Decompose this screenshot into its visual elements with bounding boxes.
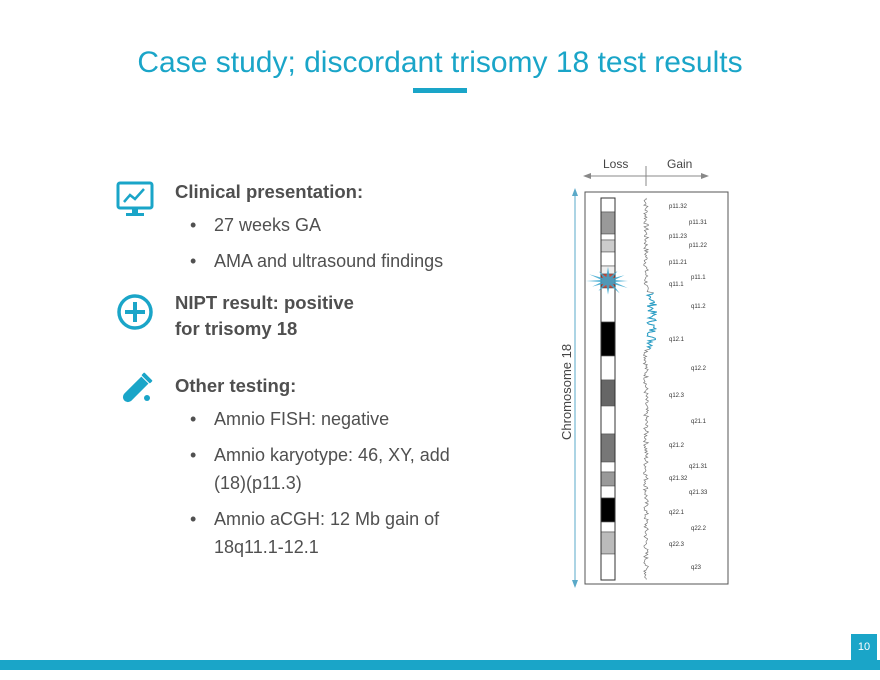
band-label: p11.23 — [669, 234, 687, 240]
band-label: p11.21 — [669, 260, 687, 266]
footer-bar — [0, 660, 880, 670]
bullet-text: Amnio FISH: negative — [214, 409, 390, 429]
band-label: p11.1 — [691, 275, 706, 281]
gain-arrow-icon — [701, 173, 709, 179]
band-label: q21.33 — [689, 490, 708, 496]
list-item — [190, 211, 443, 239]
band-label: p11.22 — [689, 243, 707, 249]
list-item — [190, 247, 443, 275]
chromosome-axis-label: Chromosome 18 — [559, 343, 574, 440]
list-item — [190, 441, 490, 497]
ideogram-band — [601, 522, 615, 532]
bullet-text-continued: (18)(p11.3) — [214, 473, 302, 493]
ideogram-band — [601, 240, 615, 252]
list-item — [190, 405, 490, 433]
band-label: q12.1 — [669, 337, 685, 343]
ideogram-band — [601, 234, 615, 240]
band-label: q11.1 — [669, 282, 684, 288]
ideogram-band — [601, 252, 615, 266]
test-tube-icon — [115, 370, 155, 410]
ideogram-band — [601, 532, 615, 554]
band-label: q11.2 — [691, 304, 706, 310]
page-number: 10 — [851, 634, 877, 660]
band-label: p11.32 — [669, 204, 687, 210]
bullet-text: Amnio karyotype: 46, XY, add — [214, 445, 450, 465]
clinical-heading: Clinical presentation: — [175, 181, 364, 202]
nipt-heading — [175, 290, 354, 342]
band-label: q21.1 — [691, 419, 707, 425]
ideogram-band — [601, 554, 615, 580]
band-label: q12.2 — [691, 366, 707, 372]
band-label: q21.31 — [689, 464, 708, 470]
ideogram-band — [601, 380, 615, 406]
band-label: q22.3 — [669, 542, 685, 548]
ideogram-band — [601, 406, 615, 434]
clinical-bullet-list — [190, 211, 443, 283]
ideogram-band — [601, 434, 615, 462]
ideogram-band — [601, 198, 615, 212]
gain-label: Gain — [667, 157, 693, 171]
bullet-text: 27 weeks GA — [214, 215, 322, 235]
chromosome-plot — [555, 150, 735, 590]
nipt-heading-line1: NIPT result: positive — [175, 292, 354, 313]
up-arrow-icon — [572, 188, 578, 196]
ideogram-band — [601, 356, 615, 380]
band-label: q21.2 — [669, 443, 685, 449]
ideogram-band — [601, 322, 615, 356]
list-item — [190, 505, 490, 561]
other-testing-heading: Other testing: — [175, 375, 297, 396]
plus-circle-icon — [115, 292, 155, 332]
ideogram-band — [601, 486, 615, 498]
band-label: p11.31 — [689, 220, 707, 226]
ideogram-band — [601, 498, 615, 522]
monitor-chart-icon — [115, 180, 155, 220]
acgh-gain-trace — [647, 293, 657, 349]
title-underline — [413, 88, 467, 93]
acgh-signal-trace — [644, 198, 657, 580]
loss-label: Loss — [603, 157, 629, 171]
band-label: q22.2 — [691, 526, 707, 532]
nipt-heading-line2: for trisomy 18 — [175, 318, 298, 339]
ideogram-band — [601, 212, 615, 234]
loss-arrow-icon — [583, 173, 591, 179]
band-label: q21.32 — [669, 476, 688, 482]
band-label: q22.1 — [669, 510, 685, 516]
chromosome-ideogram — [601, 198, 615, 580]
chromosome-18-figure — [555, 150, 735, 590]
other-testing-bullet-list — [190, 405, 490, 569]
ideogram-band — [601, 472, 615, 486]
band-label-list — [669, 204, 708, 571]
band-label: q23 — [691, 565, 702, 571]
bullet-text: AMA and ultrasound findings — [214, 251, 444, 271]
bullet-text-continued: 18q11.1-12.1 — [214, 537, 319, 557]
band-label: q12.3 — [669, 393, 685, 399]
down-arrow-icon — [572, 580, 578, 588]
bullet-text: Amnio aCGH: 12 Mb gain of — [214, 509, 440, 529]
ideogram-band — [601, 462, 615, 472]
slide-title: Case study; discordant trisomy 18 test results — [137, 46, 743, 79]
